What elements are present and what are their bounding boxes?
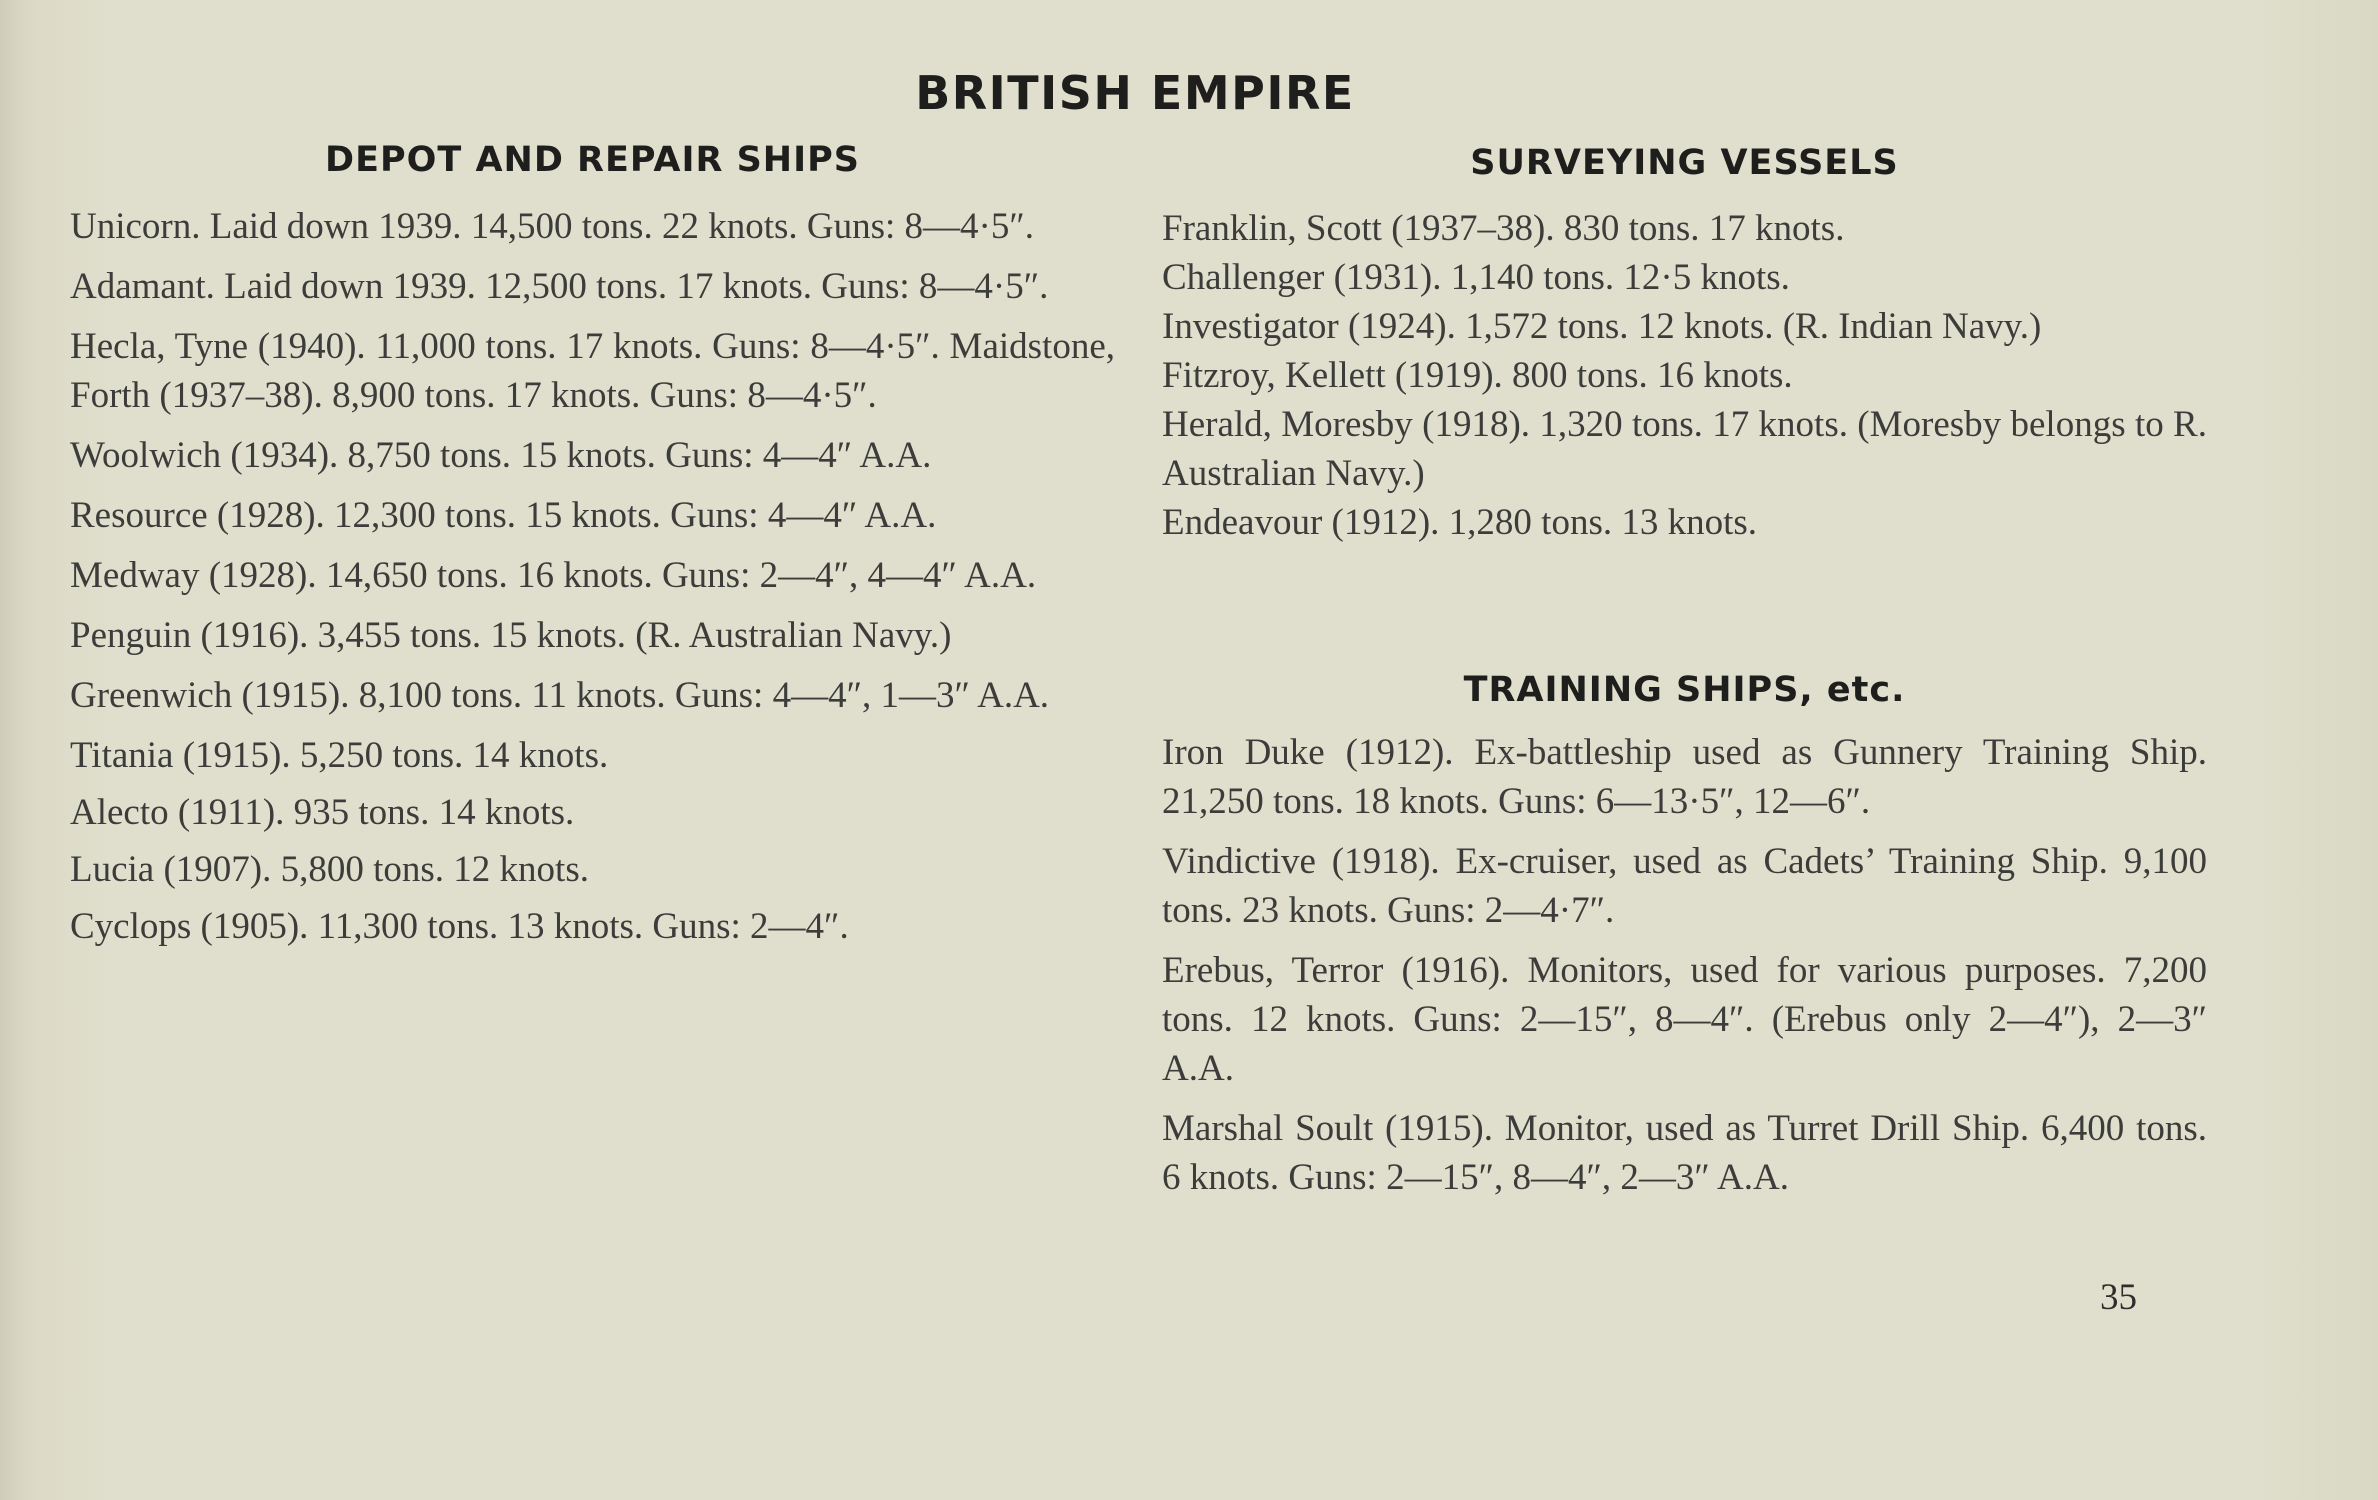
ship-entry: Cyclops (1905). 11,300 tons. 13 knots. Guns: 2—4″. xyxy=(70,906,849,947)
ship-entry: Iron Duke (1912). Ex-battleship used as Gunnery Training Ship. 21,250 tons. 18 knots. Guns: 6—13·5″, 12—6″. xyxy=(1162,732,2207,822)
ship-entry: Adamant. Laid down 1939. 12,500 tons. 17 knots. Guns: 8—4·5″. xyxy=(70,266,1049,307)
depot-repair-ships-list xyxy=(70,202,1115,962)
ship-entry: Endeavour (1912). 1,280 tons. 13 knots. xyxy=(1162,502,1758,543)
ship-entry: Titania (1915). 5,250 tons. 14 knots. xyxy=(70,735,609,776)
ship-entry: Franklin, Scott (1937–38). 830 tons. 17 knots. xyxy=(1162,208,1845,249)
ship-entry: Greenwich (1915). 8,100 tons. 11 knots. Guns: 4—4″, 1—3″ A.A. xyxy=(70,675,1050,716)
ship-entry: Challenger (1931). 1,140 tons. 12·5 knots. xyxy=(1162,257,1790,298)
training-ships-list xyxy=(1162,728,2207,1213)
ship-entry: Marshal Soult (1915). Monitor, used as Turret Drill Ship. 6,400 tons. 6 knots. Guns: 2—15″, 8—4″, 2—3″ A.A. xyxy=(1162,1108,2207,1198)
ship-entry: Vindictive (1918). Ex-cruiser, used as Cadets’ Training Ship. 9,100 tons. 23 knots. Guns: 2—4·7″. xyxy=(1162,841,2207,931)
ship-entry: Investigator (1924). 1,572 tons. 12 knots. (R. Indian Navy.) xyxy=(1162,306,2042,347)
ship-entry: Herald, Moresby (1918). 1,320 tons. 17 knots. (Moresby belongs to R. Australian Navy.) xyxy=(1162,404,2207,494)
ship-entry: Medway (1928). 14,650 tons. 16 knots. Guns: 2—4″, 4—4″ A.A. xyxy=(70,555,1037,596)
ship-entry: Woolwich (1934). 8,750 tons. 15 knots. Guns: 4—4″ A.A. xyxy=(70,435,932,476)
section-heading-training-ships: TRAINING SHIPS, etc. xyxy=(1463,670,1906,710)
ship-entry: Lucia (1907). 5,800 tons. 12 knots. xyxy=(70,849,589,890)
page-title: BRITISH EMPIRE xyxy=(915,66,1355,120)
ship-entry: Alecto (1911). 935 tons. 14 knots. xyxy=(70,792,575,833)
section-heading-depot-repair-ships: DEPOT AND REPAIR SHIPS xyxy=(325,140,860,180)
ship-entry: Penguin (1916). 3,455 tons. 15 knots. (R. Australian Navy.) xyxy=(70,615,952,656)
ship-entry: Hecla, Tyne (1940). 11,000 tons. 17 knots. Guns: 8—4·5″. Maidstone, Forth (1937–38). 8,900 tons. 17 knots. Guns: 8—4·5″. xyxy=(70,326,1115,416)
ship-entry: Unicorn. Laid down 1939. 14,500 tons. 22 knots. Guns: 8—4·5″. xyxy=(70,206,1035,247)
ship-entry: Resource (1928). 12,300 tons. 15 knots. Guns: 4—4″ A.A. xyxy=(70,495,937,536)
page-number: 35 xyxy=(2100,1277,2137,1318)
surveying-vessels-list xyxy=(1162,204,2207,547)
ship-entry: Fitzroy, Kellett (1919). 800 tons. 16 knots. xyxy=(1162,355,1793,396)
ship-entry: Erebus, Terror (1916). Monitors, used for various purposes. 7,200 tons. 12 knots. Guns: 2—15″, 8—4″. (Erebus only 2—4″), 2—3″ A.A. xyxy=(1162,950,2207,1089)
section-heading-surveying-vessels: SURVEYING VESSELS xyxy=(1470,143,1899,183)
